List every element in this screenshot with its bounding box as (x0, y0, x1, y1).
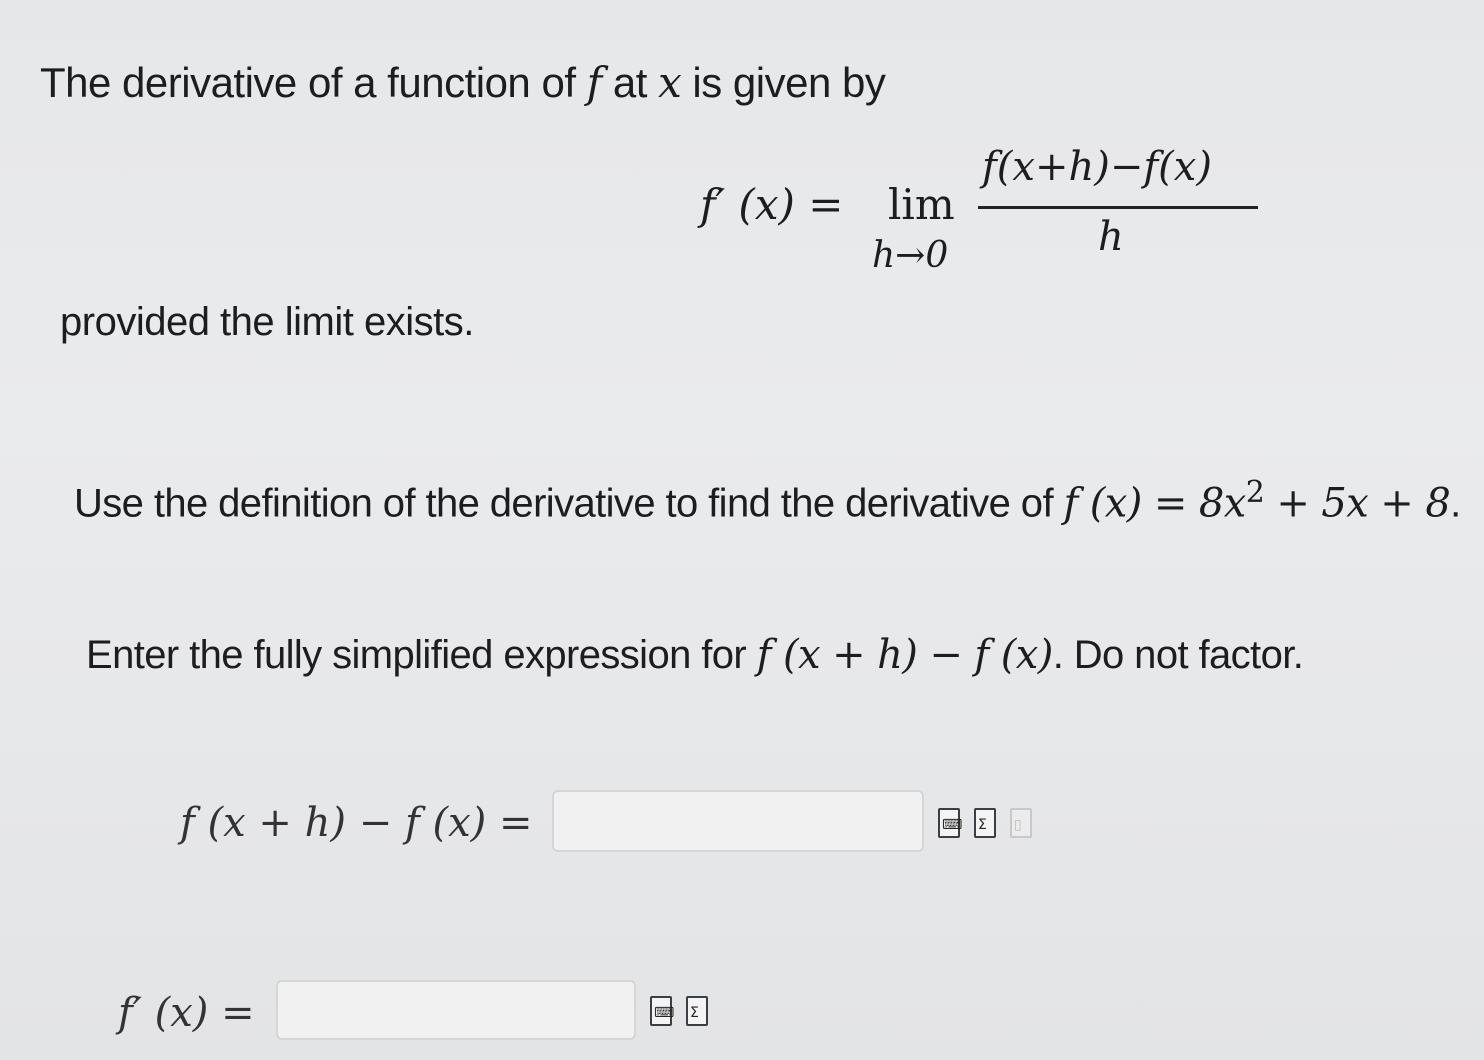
provided-text: provided the limit exists. (60, 300, 474, 344)
sigma-icon[interactable]: Σ (686, 996, 708, 1026)
formula-numerator: f(x+h)−f(x) (982, 144, 1212, 190)
answer1-label: f (x + h) − f (x) = (180, 800, 533, 846)
document-icon[interactable]: ▯ (1010, 808, 1032, 838)
question-prefix: Use the definition of the derivative to find the derivative of (74, 481, 1064, 526)
derivative-answer-input[interactable] (276, 980, 636, 1040)
intro-part2: at (601, 59, 659, 106)
fraction-bar (978, 206, 1258, 209)
question-exponent: 2 (1245, 475, 1265, 510)
difference-answer-input[interactable] (552, 790, 924, 852)
derivative-definition-formula (700, 140, 1280, 280)
keyboard-icon[interactable]: ⌨ (938, 808, 960, 838)
question-period: . (1450, 481, 1461, 526)
intro-x: x (658, 58, 682, 107)
intro-text (40, 58, 885, 107)
answer2-label: f′ (x) = (118, 990, 255, 1036)
question-text (74, 475, 1461, 526)
formula-lim: lim (888, 180, 955, 229)
formula-denominator: h (1098, 214, 1124, 260)
formula-lim-subscript: h→0 (872, 235, 949, 276)
formula-lhs: f′ (x) = (700, 180, 844, 229)
intro-part3: is given by (681, 59, 886, 106)
question-rest: + 5x + 8 (1264, 480, 1451, 527)
instruction-prefix: Enter the fully simplified expression for (86, 633, 757, 677)
keyboard-icon[interactable]: ⌨ (650, 996, 672, 1026)
intro-part1: The derivative of a function of (40, 59, 587, 106)
instruction-tail: . Do not factor. (1052, 633, 1304, 677)
instruction-text (86, 632, 1303, 678)
instruction-expr: f (x + h) − f (x) (756, 632, 1053, 678)
sigma-icon[interactable]: Σ (974, 808, 996, 838)
intro-f: f (586, 58, 602, 107)
question-function: f (x) = 8x (1063, 480, 1246, 527)
